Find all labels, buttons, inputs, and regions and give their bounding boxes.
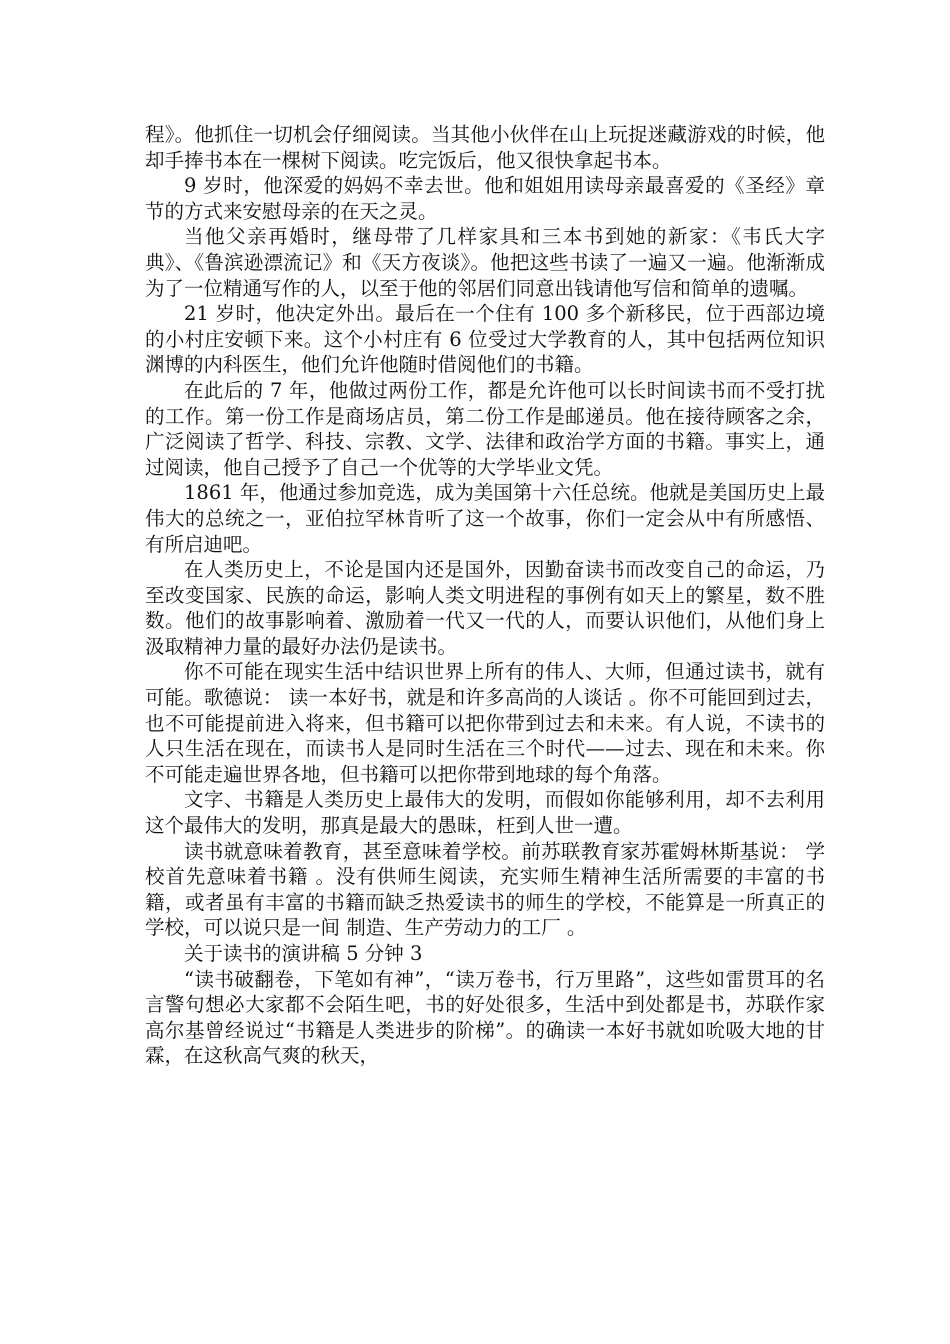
paragraph-mother: 9 岁时，他深爱的妈妈不幸去世。他和姐姐用读母亲最喜爱的《圣经》章节的方式来安慰母亲的在天之灵。 [145, 174, 825, 223]
paragraph-goethe: 你不可能在现实生活中结识世界上所有的伟人、大师，但通过读书，就有可能。歌德说： 读一本好书，就是和许多高尚的人谈话 。你不可能回到过去，也不可能提前进入将来，但书籍可以把你带到过去和未来。有人说，不读书的人只生活在现在，而读书人是同时生活在三个时代——过去、现在和未来。你不可能走遍世界各地，但书籍可以把你带到地球的每个角落。 [145, 660, 825, 786]
document-body [145, 122, 825, 1069]
paragraph-seven-years: 在此后的 7 年，他做过两份工作，都是允许他可以长时间读书而不受打扰的工作。第一份工作是商场店员，第二份工作是邮递员。他在接待顾客之余，广泛阅读了哲学、科技、宗教、文学、法律和政治学方面的书籍。事实上，通过阅读，他自己授予了自己一个优等的大学毕业文凭。 [145, 378, 825, 479]
paragraph-1861: 1861 年，他通过参加竞选，成为美国第十六任总统。他就是美国历史上最伟大的总统之一，亚伯拉罕林肯听了这一个故事，你们一定会从中有所感悟、有所启迪吧。 [145, 481, 825, 556]
paragraph-history: 在人类历史上，不论是国内还是国外，因勤奋读书而改变自己的命运，乃至改变国家、民族的命运，影响人类文明进程的事例有如天上的繁星，数不胜数。他们的故事影响着、激励着一代又一代的人，而要认识他们，从他们身上汲取精神力量的最好办法仍是读书。 [145, 558, 825, 658]
section-heading: 关于读书的演讲稿 5 分钟 3 [184, 942, 423, 965]
paragraph-invention: 文字、书籍是人类历史上最伟大的发明，而假如你能够利用，却不去利用这个最伟大的发明，那真是最大的愚昧，枉到人世一遭。 [145, 788, 825, 838]
paragraph-continuation: 程》。他抓住一切机会仔细阅读。当其他小伙伴在山上玩捉迷藏游戏的时候，他却手捧书本在一棵树下阅读。吃完饭后，他又很快拿起书本。 [145, 123, 825, 172]
paragraph-quotes: “读书破翻卷，下笔如有神”，“读万卷书，行万里路”，这些如雷贯耳的名言警句想必大家都不会陌生吧，书的好处很多，生活中到处都是书，苏联作家高尔基曾经说过“书籍是人类进步的阶梯”。的确读一本好书就如吮吸大地的甘霖，在这秋高气爽的秋天， [145, 967, 825, 1068]
paragraph-age-21: 21 岁时，他决定外出。最后在一个住有 100 多个新移民，位于西部边境的小村庄安顿下来。这个小村庄有 6 位受过大学教育的人，其中包括两位知识渊博的内科医生，他们允许他随时借阅他们的书籍。 [145, 302, 825, 377]
paragraph-stepmother: 当他父亲再婚时，继母带了几样家具和三本书到她的新家：《韦氏大字典》、《鲁滨逊漂流记》和《天方夜谈》。他把这些书读了一遍又一遍。他渐渐成为了一位精通写作的人，以至于他的邻居们同意出钱请他写信和简单的遗嘱。 [145, 225, 825, 300]
paragraph-school: 读书就意味着教育，甚至意味着学校。前苏联教育家苏霍姆林斯基说： 学校首先意味着书籍 。没有供师生阅读，充实师生精神生活所需要的丰富的书籍，或者虽有丰富的书籍而缺乏热爱读书的师生的学校，不能算是一所真正的学校，可以说只是一间 制造、生产劳动力的工厂 。 [145, 839, 825, 940]
